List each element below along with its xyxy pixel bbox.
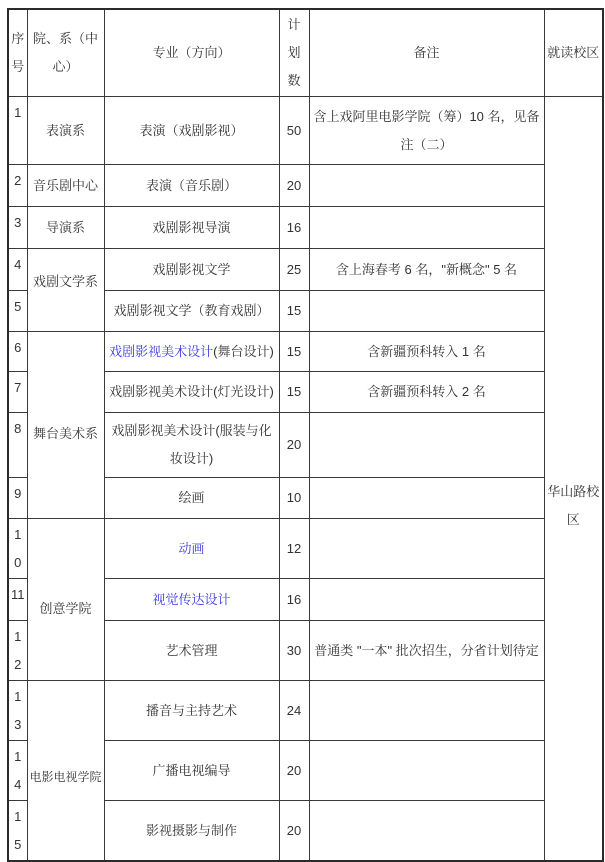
major-cell (104, 249, 279, 291)
serial-cell: 8 (8, 413, 27, 478)
plan-cell: 10 (279, 478, 309, 519)
plan-cell: 20 (279, 801, 309, 862)
plan-cell: 25 (279, 249, 309, 291)
serial-cell: 5 (8, 291, 27, 332)
major-label: 戏剧影视文学 (152, 261, 231, 277)
remark-cell (309, 741, 544, 801)
major-cell (104, 741, 279, 801)
remark-cell: 含新疆预科转入 2 名 (309, 372, 544, 413)
serial-cell: 11 (8, 579, 27, 621)
table-row (8, 97, 603, 165)
dept-cell: 导演系 (27, 207, 104, 249)
major-cell (104, 621, 279, 681)
table-row (8, 249, 603, 291)
major-cell (104, 332, 279, 372)
major-cell (104, 413, 279, 478)
major-link[interactable]: 戏剧影视美术设计 (109, 343, 214, 359)
remark-cell: 含上戏阿里电影学院（筹）10 名，见备注（二） (309, 97, 544, 165)
campus-cell: 华山路校区 (544, 97, 603, 862)
remark-cell (309, 207, 544, 249)
table-row (8, 332, 603, 372)
major-cell (104, 97, 279, 165)
header-remark: 备注 (309, 9, 544, 97)
plan-cell: 16 (279, 579, 309, 621)
remark-cell: 含上海春考 6 名，"新概念" 5 名 (309, 249, 544, 291)
table-row (8, 207, 603, 249)
remark-cell (309, 413, 544, 478)
dept-cell: 表演系 (27, 97, 104, 165)
major-label: (舞台设计) (213, 343, 274, 359)
header-campus: 就读校区 (544, 9, 603, 97)
serial-cell: 13 (8, 681, 27, 741)
remark-cell (309, 579, 544, 621)
header-dept: 院、系（中心） (27, 9, 104, 97)
major-label: 戏剧影视导演 (152, 219, 231, 235)
plan-cell: 30 (279, 621, 309, 681)
remark-cell (309, 681, 544, 741)
plan-cell: 50 (279, 97, 309, 165)
header-plan: 计划数 (279, 9, 309, 97)
plan-cell: 16 (279, 207, 309, 249)
major-cell (104, 478, 279, 519)
plan-cell: 20 (279, 741, 309, 801)
major-label: 戏剧影视美术设计(灯光设计) (109, 384, 274, 399)
dept-cell: 创意学院 (27, 519, 104, 681)
table-row (8, 519, 603, 579)
major-cell (104, 291, 279, 332)
serial-cell: 6 (8, 332, 27, 372)
plan-cell: 20 (279, 413, 309, 478)
plan-cell: 15 (279, 332, 309, 372)
serial-cell: 14 (8, 741, 27, 801)
major-link[interactable]: 动画 (178, 540, 205, 556)
remark-cell (309, 478, 544, 519)
enrollment-plan-table (7, 8, 604, 862)
major-label: 表演（音乐剧） (145, 177, 237, 193)
major-label: 广播电视编导 (152, 762, 231, 778)
major-cell (104, 801, 279, 862)
major-label: 表演（戏剧影视） (139, 122, 244, 138)
serial-cell: 3 (8, 207, 27, 249)
serial-cell: 15 (8, 801, 27, 862)
serial-cell: 1 (8, 97, 27, 165)
remark-cell (309, 519, 544, 579)
major-label: 艺术管理 (165, 642, 218, 658)
serial-cell: 12 (8, 621, 27, 681)
table-row (8, 165, 603, 207)
major-label: 播音与主持艺术 (145, 702, 237, 718)
plan-cell: 24 (279, 681, 309, 741)
table-row (8, 681, 603, 741)
remark-cell (309, 291, 544, 332)
remark-cell (309, 801, 544, 862)
major-cell (104, 207, 279, 249)
dept-cell: 舞台美术系 (27, 332, 104, 519)
dept-cell: 戏剧文学系 (27, 249, 104, 332)
serial-cell: 7 (8, 372, 27, 413)
remark-cell: 含新疆预科转入 1 名 (309, 332, 544, 372)
plan-cell: 12 (279, 519, 309, 579)
serial-cell: 10 (8, 519, 27, 579)
major-cell (104, 579, 279, 621)
major-cell (104, 165, 279, 207)
serial-cell: 2 (8, 165, 27, 207)
major-cell (104, 519, 279, 579)
major-cell (104, 372, 279, 413)
dept-cell: 音乐剧中心 (27, 165, 104, 207)
major-label: 戏剧影视文学（教育戏剧） (113, 303, 270, 318)
header-major: 专业（方向） (104, 9, 279, 97)
major-label: 影视摄影与制作 (145, 822, 237, 838)
enrollment-table-wrapper (7, 8, 604, 862)
dept-cell: 电影电视学院 (27, 681, 104, 862)
major-cell (104, 681, 279, 741)
serial-cell: 9 (8, 478, 27, 519)
remark-cell (309, 165, 544, 207)
major-label: 戏剧影视美术设计(服装与化妆设计) (111, 423, 272, 466)
plan-cell: 15 (279, 291, 309, 332)
remark-cell: 普通类 "一本" 批次招生，分省计划待定 (309, 621, 544, 681)
major-label: 绘画 (178, 490, 205, 505)
serial-cell: 4 (8, 249, 27, 291)
header-row (8, 9, 603, 97)
major-link[interactable]: 视觉传达设计 (152, 591, 231, 607)
header-serial: 序号 (8, 9, 27, 97)
plan-cell: 20 (279, 165, 309, 207)
plan-cell: 15 (279, 372, 309, 413)
